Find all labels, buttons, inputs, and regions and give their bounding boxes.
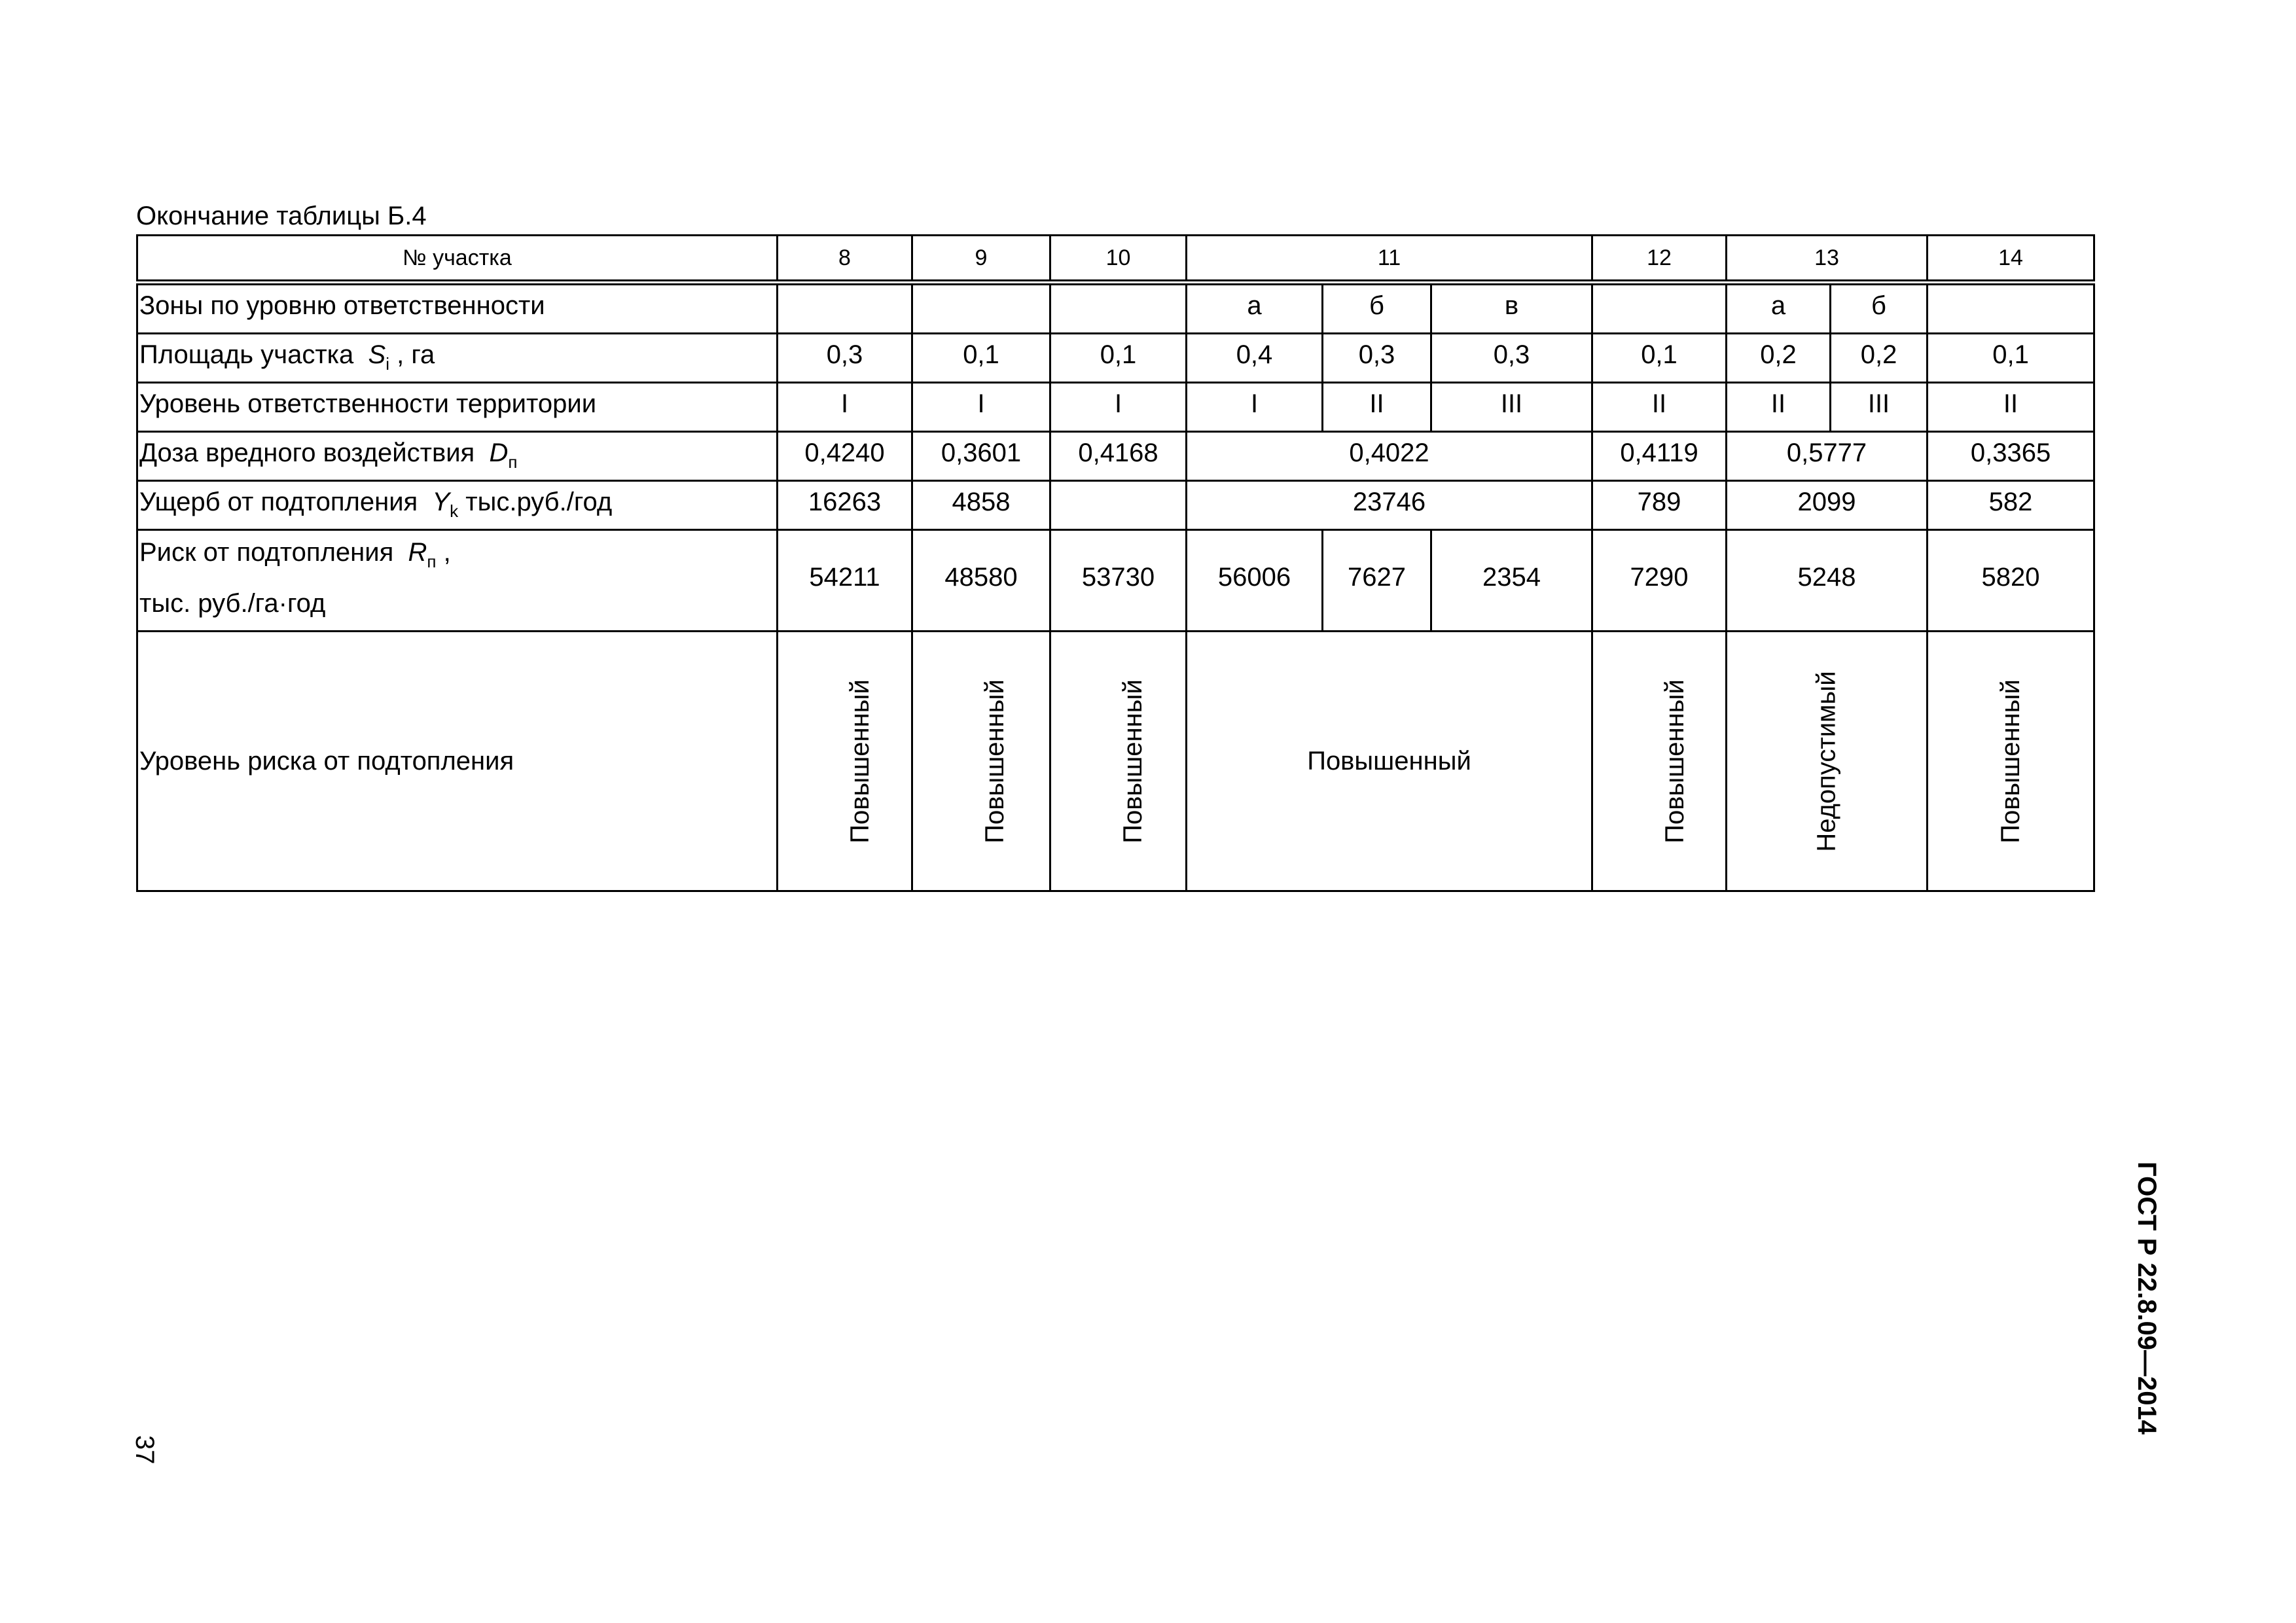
risk-cell: 7290 — [1592, 530, 1727, 632]
resp-level-cell: III — [1431, 383, 1592, 432]
area-cell: 0,1 — [1592, 334, 1727, 383]
resp-level-cell: I — [1187, 383, 1323, 432]
risk-level-row — [137, 632, 2094, 891]
area-cell: 0,3 — [778, 334, 912, 383]
damage-row — [137, 481, 2094, 530]
risk-cell: 56006 — [1187, 530, 1323, 632]
page-number: 37 — [130, 1435, 159, 1465]
area-row — [137, 334, 2094, 383]
zones-cell — [1928, 283, 2094, 334]
zones-cell — [778, 283, 912, 334]
risk-cell: 53730 — [1050, 530, 1187, 632]
area-cell: 0,1 — [1050, 334, 1187, 383]
area-label: Площадь участка $S_i$ , га — [137, 334, 778, 383]
risk-level-cell: Повышенный — [1592, 632, 1727, 891]
area-cell: 0,3 — [1323, 334, 1431, 383]
resp-level-cell: I — [778, 383, 912, 432]
risk-cell: 5820 — [1928, 530, 2094, 632]
header-plot-11: 11 — [1187, 236, 1592, 283]
area-cell: 0,4 — [1187, 334, 1323, 383]
header-plot-14: 14 — [1928, 236, 2094, 283]
dose-cell: 0,4119 — [1592, 432, 1727, 481]
risk-cell: 7627 — [1323, 530, 1431, 632]
dose-cell: 0,4022 — [1187, 432, 1592, 481]
resp-level-cell: II — [1592, 383, 1727, 432]
risk-level-cell: Недопустимый — [1727, 632, 1928, 891]
dose-label: Доза вредного воздействия $D_п$ — [137, 432, 778, 481]
zones-row — [137, 283, 2094, 334]
header-plot-8: 8 — [778, 236, 912, 283]
zones-cell: б — [1323, 283, 1431, 334]
risk-cell: 48580 — [912, 530, 1050, 632]
damage-cell: 789 — [1592, 481, 1727, 530]
header-plot-12: 12 — [1592, 236, 1727, 283]
resp-level-cell: III — [1831, 383, 1928, 432]
dose-cell: 0,4240 — [778, 432, 912, 481]
zones-label: Зоны по уровню ответственности — [137, 283, 778, 334]
risk-cell: 2354 — [1431, 530, 1592, 632]
risk-level-cell: Повышенный — [1050, 632, 1187, 891]
damage-cell: 16263 — [778, 481, 912, 530]
damage-cell: 23746 — [1187, 481, 1592, 530]
risk-row — [137, 530, 2094, 632]
resp-level-label: Уровень ответственности территории — [137, 383, 778, 432]
zones-cell: а — [1187, 283, 1323, 334]
damage-cell: 4858 — [912, 481, 1050, 530]
dose-cell: 0,3601 — [912, 432, 1050, 481]
risk-cell: 54211 — [778, 530, 912, 632]
resp-level-cell: II — [1727, 383, 1831, 432]
resp-level-cell: I — [912, 383, 1050, 432]
header-plot-13: 13 — [1727, 236, 1928, 283]
damage-cell — [1050, 481, 1187, 530]
dose-cell: 0,5777 — [1727, 432, 1928, 481]
area-cell: 0,2 — [1831, 334, 1928, 383]
zones-cell — [912, 283, 1050, 334]
zones-cell — [1050, 283, 1187, 334]
risk-table — [136, 234, 2095, 892]
header-plot-9: 9 — [912, 236, 1050, 283]
header-plot-10: 10 — [1050, 236, 1187, 283]
resp-level-row — [137, 383, 2094, 432]
resp-level-cell: I — [1050, 383, 1187, 432]
header-row — [137, 236, 2094, 283]
document-code: ГОСТ Р 22.8.09—2014 — [2132, 1162, 2161, 1435]
area-cell: 0,1 — [912, 334, 1050, 383]
area-cell: 0,3 — [1431, 334, 1592, 383]
dose-row — [137, 432, 2094, 481]
resp-level-cell: II — [1928, 383, 2094, 432]
risk-level-label: Уровень риска от подтопления — [137, 632, 778, 891]
area-cell: 0,2 — [1727, 334, 1831, 383]
resp-level-cell: II — [1323, 383, 1431, 432]
zones-cell: б — [1831, 283, 1928, 334]
risk-label: Риск от подтопления $R_п$ , тыс. руб./га·год — [137, 530, 778, 632]
zones-cell — [1592, 283, 1727, 334]
damage-cell: 582 — [1928, 481, 2094, 530]
header-label: № участка — [137, 236, 778, 283]
risk-level-cell: Повышенный — [912, 632, 1050, 891]
risk-cell: 5248 — [1727, 530, 1928, 632]
zones-cell: а — [1727, 283, 1831, 334]
area-cell: 0,1 — [1928, 334, 2094, 383]
risk-level-cell: Повышенный — [778, 632, 912, 891]
dose-cell: 0,3365 — [1928, 432, 2094, 481]
zones-cell: в — [1431, 283, 1592, 334]
dose-cell: 0,4168 — [1050, 432, 1187, 481]
table-caption: Окончание таблицы Б.4 — [136, 202, 427, 230]
risk-level-cell: Повышенный — [1928, 632, 2094, 891]
risk-level-cell: Повышенный — [1187, 632, 1592, 891]
damage-label: Ущерб от подтопления $Y_k$ тыс.руб./год — [137, 481, 778, 530]
damage-cell: 2099 — [1727, 481, 1928, 530]
